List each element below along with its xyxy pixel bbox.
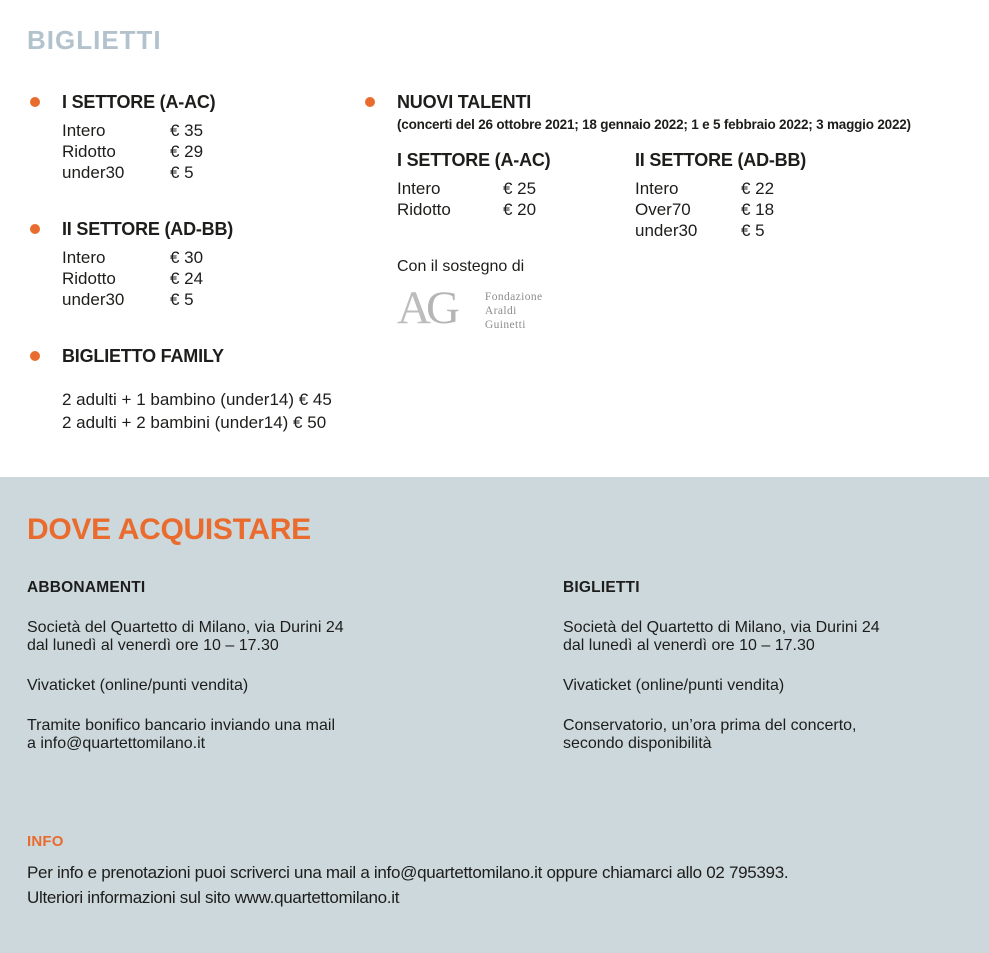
price-row [62,162,215,183]
ticket-section-ii-settore [30,219,360,310]
nuovi-talenti-price-columns [397,150,911,241]
price-row [62,141,215,162]
ticket-section-family [30,346,360,434]
price-value: € 5 [741,221,765,240]
nuovi-talenti-column [365,92,981,332]
paragraph-line: a info@quartettomilano.it [27,735,206,752]
price-label: Intero [397,179,441,198]
logo-text-line: Fondazione [484,291,543,303]
price-value: € 24 [170,269,204,288]
price-row [635,220,806,241]
column-heading: BIGLIETTI [563,579,640,596]
nt-sector-2 [635,150,806,241]
paragraph-line: Tramite bonifico bancario inviando una mail [27,717,336,734]
price-label: under30 [635,221,698,240]
price-table [62,247,233,310]
price-row [62,289,233,310]
section-heading: II SETTORE (AD-BB) [62,219,234,239]
price-row [62,268,233,289]
purchase-column-abbonamenti [27,579,527,775]
section-heading: I SETTORE (A-AC) [62,92,216,112]
paragraph-line: dal lunedì al venerdì ore 10 – 17.30 [27,637,279,654]
price-value: € 30 [170,248,204,267]
section-heading: BIGLIETTO FAMILY [62,346,224,366]
paragraph-line: dal lunedì al venerdì ore 10 – 17.30 [563,637,815,654]
price-table [635,178,806,241]
price-label: Intero [62,248,106,267]
price-value: € 22 [741,179,775,198]
price-value: € 20 [503,200,537,219]
info-block [27,833,788,910]
paragraph-line: Vivaticket (online/punti vendita) [563,677,785,694]
price-value: € 29 [170,142,204,161]
price-row [635,178,806,199]
section-heading: I SETTORE (A-AC) [397,150,551,170]
logo-text-line: Guinetti [484,319,526,331]
price-table [62,120,215,183]
info-line: Per info e prenotazioni puoi scriverci una mail a info@quartettomilano.it oppure chiamarci allo 02 795393. [27,863,789,882]
price-label: Intero [62,121,106,140]
bullet-icon [30,97,40,107]
support-label: Con il sostegno di [397,258,525,275]
price-label: under30 [62,290,125,309]
nuovi-talenti-subtitle: (concerti del 26 ottobre 2021; 18 gennaio 2022; 1 e 5 febbraio 2022; 3 maggio 2022) [397,117,911,132]
paragraph-line: Società del Quartetto di Milano, via Durini 24 [27,619,344,636]
section-heading: II SETTORE (AD-BB) [635,150,807,170]
paragraph-line: secondo disponibilità [563,735,712,752]
logo-text-line: Araldi [484,305,517,317]
price-label: Intero [635,179,679,198]
price-row [635,199,806,220]
family-line: 2 adulti + 1 bambino (under14) € 45 [62,390,332,409]
bullet-icon [365,97,375,107]
price-label: Ridotto [62,269,116,288]
ag-monogram-icon: AG [397,282,459,334]
family-price-lines [62,388,332,434]
price-value: € 18 [741,200,775,219]
price-table [397,178,635,220]
price-row [62,120,215,141]
info-title: INFO [27,833,64,850]
price-value: € 5 [170,163,194,182]
purchase-column-biglietti [563,579,983,775]
nt-sector-1 [397,150,635,241]
price-value: € 5 [170,290,194,309]
logo-wordmark [485,290,543,332]
tickets-left-column [30,92,360,434]
paragraph-line: Società del Quartetto di Milano, via Durini 24 [563,619,880,636]
page-title: BIGLIETTI [27,25,162,55]
price-row [62,247,233,268]
section-heading: NUOVI TALENTI [397,92,532,112]
price-label: Ridotto [397,200,451,219]
where-to-buy-section [0,477,989,953]
info-line: Ulteriori informazioni sul sito www.quartettomilano.it [27,888,400,907]
paragraph-line: Vivaticket (online/punti vendita) [27,677,249,694]
price-label: Over70 [635,200,691,219]
price-row [397,199,635,220]
bullet-icon [30,351,40,361]
ticket-section-nuovi-talenti [365,92,981,332]
price-label: Ridotto [62,142,116,161]
bullet-icon [30,224,40,234]
price-value: € 25 [503,179,537,198]
paragraph-line: Conservatorio, un’ora prima del concerto, [563,717,857,734]
where-to-buy-title: DOVE ACQUISTARE [27,513,311,546]
ticket-section-i-settore [30,92,360,183]
fondazione-araldi-guinetti-logo [397,282,911,334]
price-row [397,178,635,199]
column-heading: ABBONAMENTI [27,579,146,596]
info-lines [27,860,788,910]
price-label: under30 [62,163,125,182]
price-value: € 35 [170,121,204,140]
family-line: 2 adulti + 2 bambini (under14) € 50 [62,413,327,432]
